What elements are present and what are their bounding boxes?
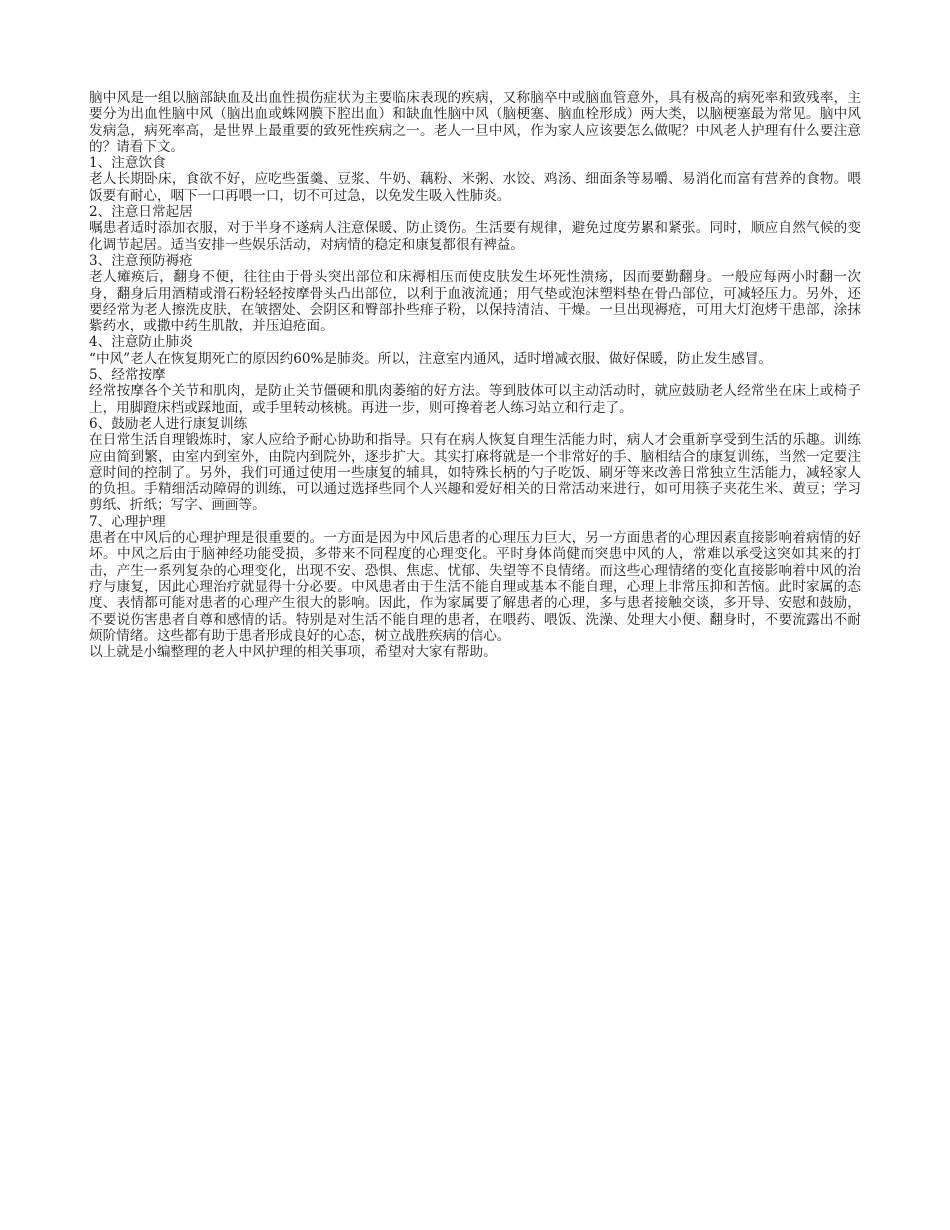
section-heading-bedsore-prevention: 3、注意预防褥疮 (89, 252, 193, 269)
section-body-daily-life: 嘱患者适时添加衣服，对于半身不遂病人注意保暖、防止烫伤。生活要有规律，避免过度劳累和紧张。同时，顺应自然气候的变化调节起居。适当安排一些娱乐活动，对病情的稳定和康复都很有裨益。 (89, 220, 861, 253)
section-heading-diet: 1、注意饮食 (89, 155, 166, 172)
section-heading-daily-life: 2、注意日常起居 (89, 204, 193, 221)
section-heading-massage: 5、经常按摩 (89, 367, 166, 384)
article-body (89, 90, 861, 660)
section-heading-rehab-training: 6、鼓励老人进行康复训练 (89, 415, 248, 432)
section-body-diet: 老人长期卧床，食欲不好，应吃些蛋羹、豆浆、牛奶、藕粉、米粥、水饺、鸡汤、细面条等易嚼、易消化而富有营养的食物。喂饭要有耐心，咽下一口再喂一口，切不可过急，以免发生吸入性肺炎。 (89, 171, 861, 204)
conclusion-paragraph: 以上就是小编整理的老人中风护理的相关事项，希望对大家有帮助。 (89, 644, 497, 661)
section-body-rehab-training: 在日常生活自理锻炼时，家人应给予耐心协助和指导。只有在病人恢复自理生活能力时，病人才会重新享受到生活的乐趣。训练应由简到繁，由室内到室外，由院内到院外，逐步扩大。其实打麻将就是一个非常好的手、脑相结合的康复训练，当然一定要注意时间的控制了。另外，我们可通过使用一些康复的辅具，如特殊长柄的勺子吃饭、刷牙等来改善日常独立生活能力，减轻家人的负担。手精细活动障碍的训练，可以通过选择些同个人兴趣和爱好相关的日常活动来进行，如可用筷子夹花生米、黄豆；学习剪纸、折纸；写字、画画等。 (89, 432, 861, 514)
section-heading-pneumonia-prevention: 4、注意防止肺炎 (89, 334, 193, 351)
section-body-bedsore-prevention: 老人瘫痪后，翻身不便，往往由于骨头突出部位和床褥相压而使皮肤发生坏死性溃疡，因而要勤翻身。一般应每两小时翻一次身，翻身后用酒精或滑石粉轻轻按摩骨头凸出部位，以利于血液流通；用气垫或泡沫塑料垫在骨凸部位，可减轻压力。另外，还要经常为老人擦洗皮肤，在皱摺处、会阴区和臀部扑些痱子粉，以保持清洁、干燥。一旦出现褥疮，可用大灯泡烤干患部，涂抹紫药水，或撒中药生肌散，并压迫疮面。 (89, 269, 861, 335)
section-body-psychological-care: 患者在中风后的心理护理是很重要的。一方面是因为中风后患者的心理压力巨大，另一方面患者的心理因素直接影响着病情的好坏。中风之后由于脑神经功能受损，多带来不同程度的心理变化。平时身体尚健而突患中风的人，常难以承受这突如其来的打击，产生一系列复杂的心理变化，出现不安、恐惧、焦虑、忧郁、失望等不良情绪。而这些心理情绪的变化直接影响着中风的治疗与康复，因此心理治疗就显得十分必要。中风患者由于生活不能自理或基本不能自理，心理上非常压抑和苦恼。此时家属的态度、表情都可能对患者的心理产生很大的影响。因此，作为家属要了解患者的心理，多与患者接触交谈，多开导、安慰和鼓励，不要说伤害患者自尊和感情的话。特别是对生活不能自理的患者，在喂药、喂饭、洗澡、处理大小便、翻身时，不要流露出不耐烦阶情绪。这些都有助于患者形成良好的心态，树立战胜疾病的信心。 (89, 530, 861, 644)
section-heading-psychological-care: 7、心理护理 (89, 513, 166, 530)
section-body-pneumonia-prevention: “中风”老人在恢复期死亡的原因约60%是肺炎。所以，注意室内通风，适时增减衣服、做好保暖，防止发生感冒。 (89, 350, 773, 367)
section-body-massage: 经常按摩各个关节和肌肉，是防止关节僵硬和肌肉萎缩的好方法。等到肢体可以主动活动时，就应鼓励老人经常坐在床上或椅子上，用脚蹬床档或踩地面，或手里转动核桃。再进一步，则可搀着老人练习站立和行走了。 (89, 383, 861, 416)
intro-paragraph: 脑中风是一组以脑部缺血及出血性损伤症状为主要临床表现的疾病，又称脑卒中或脑血管意外，具有极高的病死率和致残率，主要分为出血性脑中风（脑出血或蛛网膜下腔出血）和缺血性脑中风（脑梗塞、脑血栓形成）两大类，以脑梗塞最为常见。脑中风发病急，病死率高，是世界上最重要的致死性疾病之一。老人一旦中风，作为家人应该要怎么做呢？中风老人护理有什么要注意的？请看下文。 (89, 90, 861, 155)
